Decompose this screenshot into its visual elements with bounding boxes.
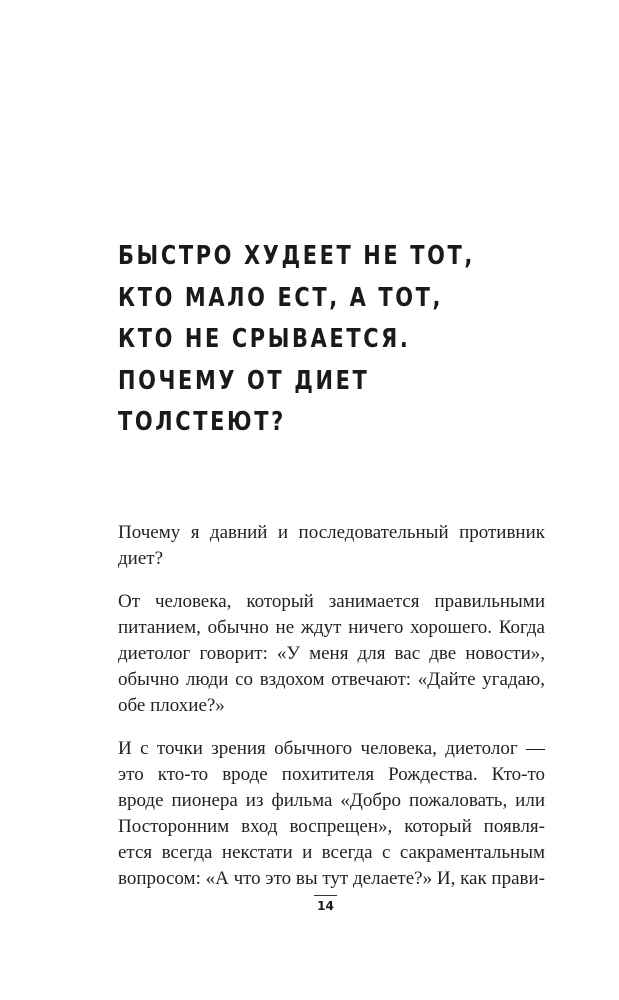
page-number: 14 xyxy=(317,899,334,913)
text-line: диет? xyxy=(118,548,164,569)
text-line: От человека, который занимается правильными xyxy=(118,591,545,612)
text-line: питанием, обычно не ждут ничего хорошего. Когда xyxy=(118,617,545,638)
text-line: вроде пионера из фильма «Добро пожаловать, или xyxy=(118,790,545,811)
text-line: И с точки зрения обычного человека, диетолог — xyxy=(118,738,545,759)
paragraph xyxy=(118,736,545,892)
chapter-title-line: КТО МАЛО ЕСТ, А ТОТ, xyxy=(118,282,444,313)
text-line: Посторонним вход воспрещен», который появля- xyxy=(118,816,545,837)
paragraph xyxy=(118,520,545,572)
chapter-title-line: ТОЛСТЕЮТ? xyxy=(118,407,286,437)
folio-rule xyxy=(314,895,337,896)
body-text xyxy=(118,520,545,909)
paragraph xyxy=(118,589,545,719)
chapter-title-line: КТО НЕ СРЫВАЕТСЯ. xyxy=(118,324,411,354)
chapter-title xyxy=(118,236,495,444)
text-line: это кто-то вроде похитителя Рождества. Кто-то xyxy=(118,764,545,785)
text-line: ется всегда некстати и всегда с сакраментальным xyxy=(118,842,545,863)
chapter-title-line: ПОЧЕМУ ОТ ДИЕТ xyxy=(118,365,370,396)
text-line: обычно люди со вздохом отвечают: «Дайте угадаю, xyxy=(118,669,545,690)
text-line: диетолог говорит: «У меня для вас две новости», xyxy=(118,643,545,664)
text-line: вопросом: «А что это вы тут делаете?» И, как прави- xyxy=(118,868,545,889)
text-line: Почему я давний и последовательный противник xyxy=(118,522,545,543)
text-line: обе плохие?» xyxy=(118,695,225,716)
chapter-title-line: БЫСТРО ХУДЕЕТ НЕ ТОТ, xyxy=(118,241,475,271)
